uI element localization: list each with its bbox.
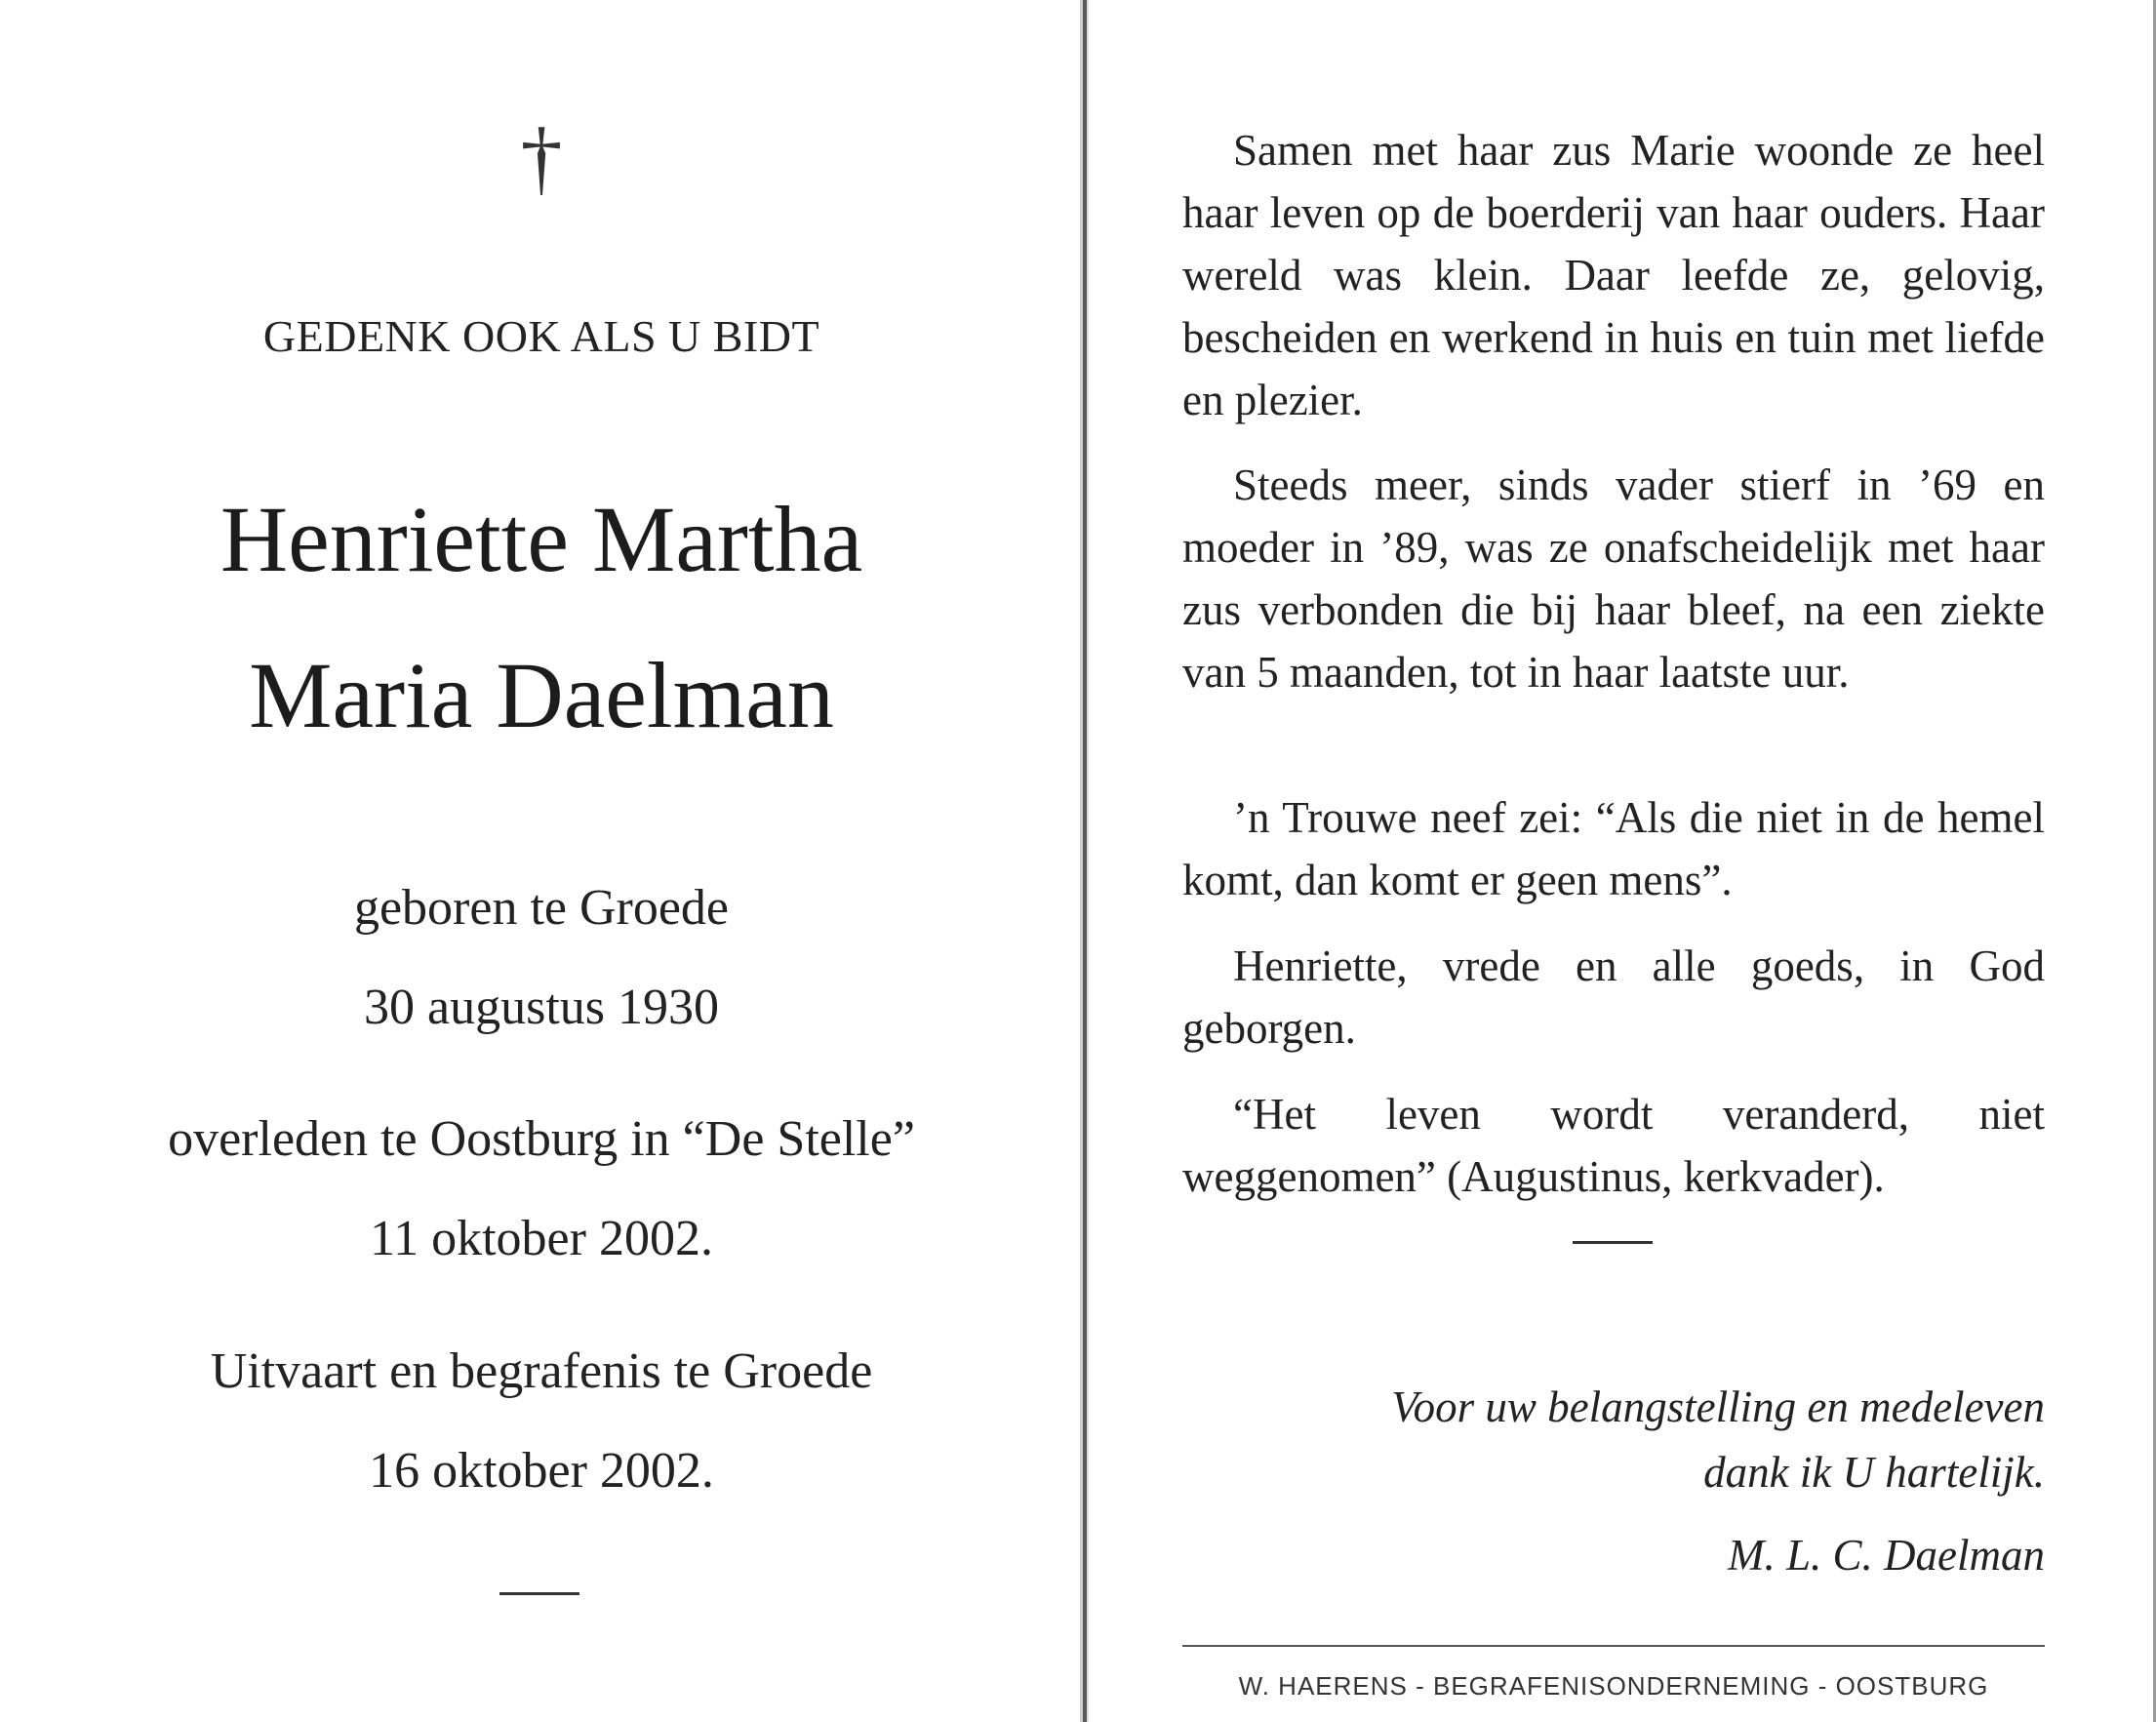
paragraph-text: Samen met haar zus Marie woonde ze heel haar leven op de boerderij van haar ouders. Haar wereld was klein. Daar leefde ze, gelovig, bescheiden en werkend in huis en tuin met liefde en plezier. <box>1182 126 2045 424</box>
right-divider <box>1573 1241 1653 1244</box>
birth-place: geboren te Groede <box>353 880 730 936</box>
deceased-name-first: Henriette Martha <box>220 487 863 591</box>
cross-icon: † <box>520 110 563 204</box>
signature: M. L. C. Daelman <box>1728 1531 2045 1580</box>
footer-rule <box>1182 1645 2045 1647</box>
funeral-place: Uitvaart en begrafenis te Groede <box>210 1343 873 1399</box>
paragraph-quote <box>1182 786 2045 911</box>
thanks-line-2: dank ik U hartelijk. <box>1703 1448 2045 1497</box>
paragraph-sister <box>1182 454 2045 703</box>
paragraph-blessing <box>1182 935 2045 1060</box>
funeral-home-footer: W. HAERENS - BEGRAFENISONDERNEMING - OOSTBURG <box>1238 1671 1989 1701</box>
paragraph-life <box>1182 119 2045 431</box>
paragraph-text: “Het leven wordt veranderd, niet weggenomen” (Augustinus, kerkvader). <box>1182 1090 2045 1201</box>
deceased-name-last: Maria Daelman <box>249 643 834 747</box>
paragraph-text: Henriette, vrede en alle goeds, in God geborgen. <box>1182 941 2045 1053</box>
death-date: 11 oktober 2002. <box>370 1211 713 1266</box>
paragraph-text: Steeds meer, sinds vader stierf in ’69 en moeder in ’89, was ze onafscheidelijk met haar zus verbonden die bij haar bleef, na een ziekte van 5 maanden, tot in haar laatste uur. <box>1182 461 2045 697</box>
death-place: overleden te Oostburg in “De Stelle” <box>168 1111 915 1167</box>
paragraph-text: ’n Trouwe neef zei: “Als die niet in de hemel komt, dan komt er geen mens”. <box>1182 793 2045 904</box>
birth-date: 30 augustus 1930 <box>364 980 719 1035</box>
funeral-date: 16 oktober 2002. <box>369 1443 714 1499</box>
paragraph-augustinus <box>1182 1083 2045 1208</box>
left-divider <box>499 1592 579 1595</box>
prayer-heading: GEDENK OOK ALS U BIDT <box>262 311 820 361</box>
thanks-line-1: Voor uw belangstelling en medeleven <box>1391 1382 2045 1431</box>
